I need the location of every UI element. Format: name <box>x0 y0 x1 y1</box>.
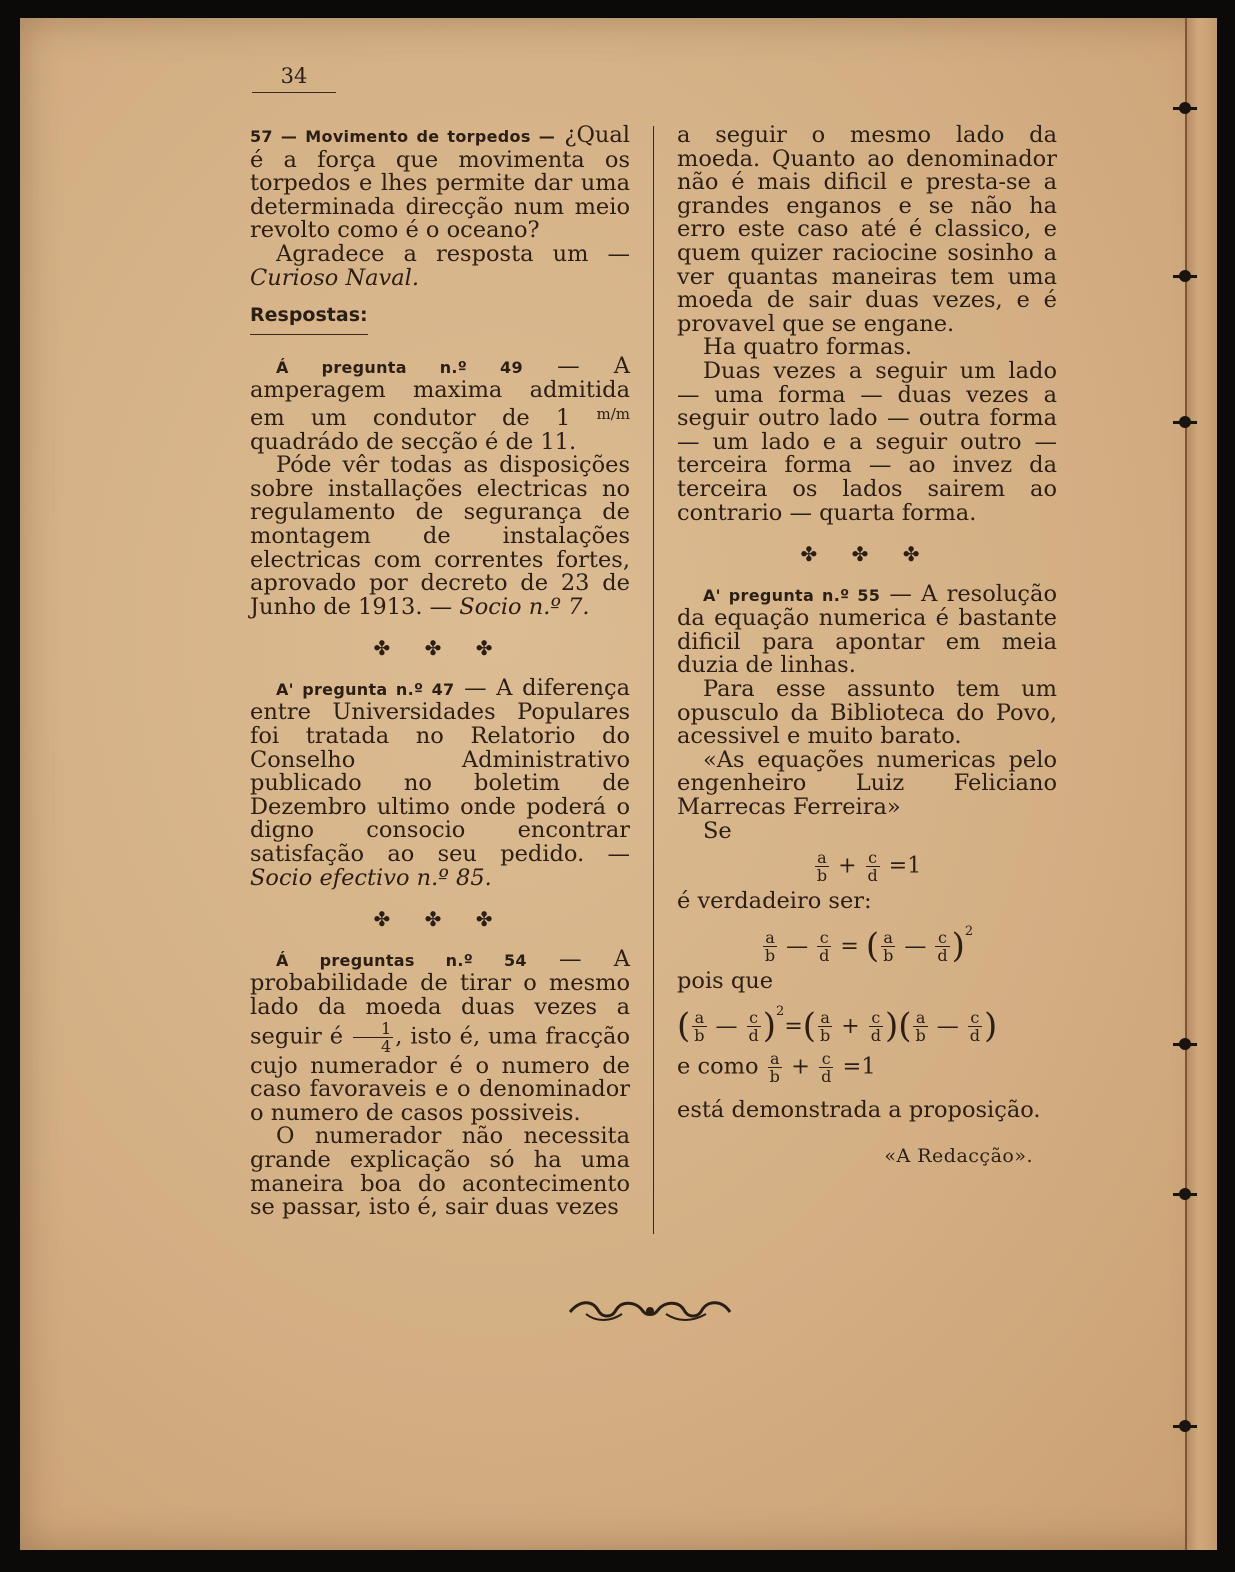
column-divider <box>653 126 654 1234</box>
answer-54-continued: a seguir o mesmo lado da moeda. Quanto ao denominador não é mais dificil e presta-se a grandes enganos e se não ha erro este caso até é classico, e quem quizer raciocine sosinho a ver quantas maneiras tem uma moeda de sair duas vezes, e é provavel que se engane. <box>677 122 1057 337</box>
section-ornament-stars: ✤ ✤ ✤ <box>800 542 934 567</box>
unit-mm: m/m <box>596 404 630 423</box>
equation-hypothesis: $\frac{a}{b}$ + $\frac{c}{d}$ =1 <box>816 848 922 886</box>
binding-pin-icon <box>1173 1186 1197 1204</box>
end-flourish-icon <box>566 1296 734 1326</box>
answer-54-label: Á preguntas n.º 54 <box>276 950 527 970</box>
question-57-text: ¿Qual é a força que movimenta os torpedos e lhes permite dar uma determinada direcção num meio revolto como é o oceano? <box>250 122 630 244</box>
answer-55-pois-que: pois que <box>677 968 774 995</box>
section-ornament-stars: ✤ ✤ ✤ <box>373 907 507 932</box>
binding-pin-icon <box>1173 1418 1197 1436</box>
binding-pin-icon <box>1173 268 1197 286</box>
answer-54: Á preguntas n.º 54 — A probabilidade de tirar o mesmo lado da moeda duas vezes a seguir é $\frac{1}{4}$ , isto é, uma fracção cujo numerador é o numero de caso favoraveis e o denominador o numero de casos possiveis. <box>250 945 630 1126</box>
answer-54-four-forms: Ha quatro formas. <box>703 334 913 361</box>
binding-pin-icon <box>1173 1036 1197 1054</box>
editorial-signature: «A Redacção». <box>884 1145 1033 1167</box>
binding-spine <box>1185 18 1217 1550</box>
question-57-heading: 57 — Movimento de torpedos — <box>250 127 556 146</box>
answer-49-detail: Póde vêr todas as disposições sobre installações electricas no regulamento de segurança de montagem de instalações electricas com correntes fortes, aprovado por decreto de 23 de Junho de 1913. — Socio n.º 7. <box>250 452 630 620</box>
answer-55-se: Se <box>703 817 732 844</box>
page-number: 34 <box>252 64 336 93</box>
answer-49: Á pregunta n.º 49 — A amperagem maxima admitida em um condutor de 1 $^{m/m}$ quadrádo de secção é de 11. <box>250 352 631 455</box>
question-57-signature: Curioso Naval. <box>250 264 420 291</box>
answer-55-verdadeiro: é verdadeiro ser: <box>677 888 872 915</box>
binding-pin-icon <box>1173 414 1197 432</box>
fraction-one-quarter: $\frac{1}{4}$ <box>353 1020 393 1055</box>
question-57-thanks: Agradece a resposta um — Curioso Naval. <box>250 240 630 291</box>
answer-54-forms-list: Duas vezes a seguir um lado — uma forma — duas vezes a seguir outro lado — outra forma — um lado e a seguir outro — terceira forma — ao invez da terceira os lados sairem ao contrario — quarta forma. <box>677 357 1057 526</box>
answer-55-label: A' pregunta n.º 55 <box>703 585 881 605</box>
binding-pin-icon <box>1173 100 1197 118</box>
section-ornament-stars: ✤ ✤ ✤ <box>373 636 507 661</box>
right-column <box>677 124 1057 1169</box>
equation-expansion: ( $\frac{a}{b}$ — $\frac{c}{d}$ )$^2$=( $\frac{a}{b}$ + $\frac{c}{d}$ )( $\frac{a}{b}$ — $\frac{c}{d}$ ) <box>677 1003 998 1047</box>
question-57 <box>250 124 630 243</box>
answer-49-label: Á pregunta n.º 49 <box>276 357 523 377</box>
answer-47-signature: Socio efectivo n.º 85. <box>250 864 492 891</box>
answer-55-reference: Para esse assunto tem um opusculo da Biblioteca do Povo, acessivel e muito barato. <box>677 676 1057 750</box>
answer-55-conclusion: está demonstrada a proposição. <box>677 1097 1041 1124</box>
answer-54-numerator: O numerador não necessita grande explicação só ha uma maneira boa do acontecimento se passar, isto é, sair duas vezes <box>250 1123 630 1221</box>
answer-55: A' pregunta n.º 55 — A resolução da equação numerica é bastante dificil para apontar em meia duzia de linhas. <box>677 580 1057 679</box>
equation-given: e como $\frac{a}{b}$ + $\frac{c}{d}$ =1 <box>677 1049 876 1087</box>
answer-47: A' pregunta n.º 47 — A diferença entre Universidades Populares foi tratada no Relatorio do Conselho Administrativo publicado no boletim de Dezembro ultimo onde poderá o digno consocio encontrar satisfação ao seu pedido. — Socio efectivo n.º 85. <box>250 674 630 891</box>
answer-47-label: A' pregunta n.º 47 <box>276 679 455 699</box>
answers-heading: Respostas: <box>250 304 368 335</box>
answer-49-signature: Socio n.º 7. <box>459 593 590 620</box>
answer-55-book-title: «As equações numericas pelo engenheiro Luiz Feliciano Marrecas Ferreira» <box>677 746 1057 821</box>
left-column <box>250 124 630 1220</box>
equation-claim: $\frac{a}{b}$ — $\frac{c}{d}$ = ( $\frac{a}{b}$ — $\frac{c}{d}$ )$^2$ <box>764 923 974 967</box>
